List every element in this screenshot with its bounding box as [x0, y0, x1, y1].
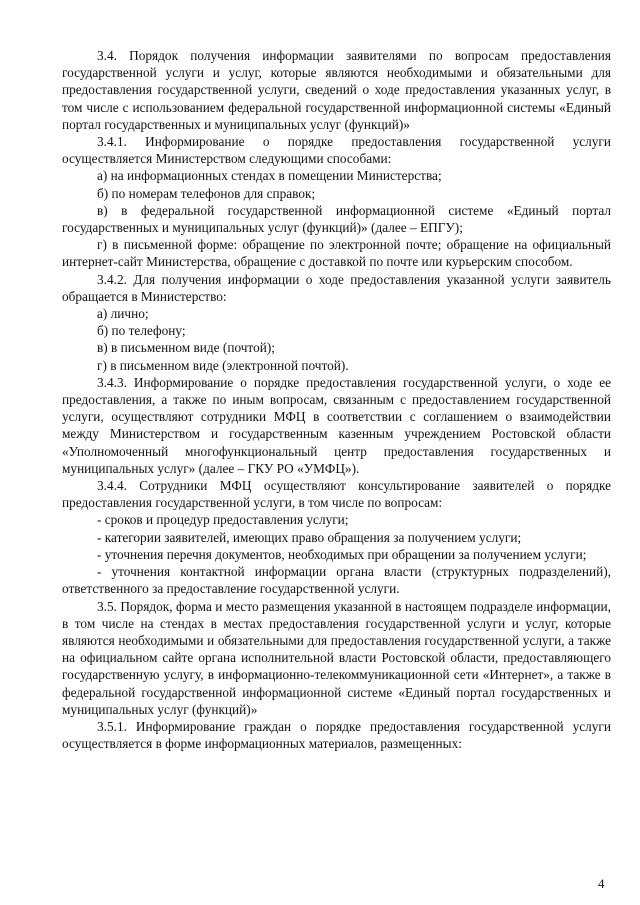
list-item-3-4-1-a: а) на информационных стендах в помещении Министерства; — [97, 168, 442, 184]
paragraph-3-4-1: 3.4.1. Информирование о порядке предоставления государственной услуги осуществляется Министерством следующими способами: — [62, 134, 611, 167]
list-item-3-4-4-3: - уточнения перечня документов, необходимых при обращении за получением услуги; — [97, 546, 587, 562]
list-item-3-4-2-v: в) в письменном виде (почтой); — [97, 340, 275, 356]
document-body — [62, 47, 611, 752]
page-number: 4 — [598, 876, 605, 891]
paragraph-3-4-3: 3.4.3. Информирование о порядке предоставления государственной услуги, о ходе ее предоставления, а также по иным вопросам, связанным с предоставлением государственной услуги, осуществляют сотрудники МФЦ в соответствии с соглашением о взаимодействии между Министерством и государственным казенным учреждением Ростовской области «Уполномоченный многофункциональный центр предоставления государственных и муниципальных услуг» (далее – ГКУ РО «УМФЦ»). — [62, 374, 611, 476]
paragraph-3-4-4: 3.4.4. Сотрудники МФЦ осуществляют консультирование заявителей о порядке предоставления государственной услуги, в том числе по вопросам: — [62, 478, 611, 511]
list-item-3-4-2-a: а) лично; — [97, 306, 149, 322]
paragraph-3-5-1: 3.5.1. Информирование граждан о порядке предоставления государственной услуги осуществляется в форме информационных материалов, размещенных: — [62, 718, 611, 752]
list-item-3-4-1-g: г) в письменной форме: обращение по электронной почте; обращение на официальный интернет-сайт Министерства, обращение с доставкой по почте или курьерским способом. — [62, 237, 611, 270]
list-item-3-4-4-2: - категории заявителей, имеющих право обращения за получением услуги; — [97, 529, 522, 545]
paragraph-3-4-2: 3.4.2. Для получения информации о ходе предоставления указанной услуги заявитель обращается в Министерство: — [62, 271, 611, 304]
list-item-3-4-2-b: б) по телефону; — [97, 323, 186, 339]
list-item-3-4-4-4: - уточнения контактной информации органа власти (структурных подразделений), ответственного за предоставление государственной услуги. — [62, 564, 611, 597]
list-item-3-4-4-1: - сроков и процедур предоставления услуги; — [97, 512, 349, 528]
paragraph-3-4: 3.4. Порядок получения информации заявителями по вопросам предоставления государственной услуги и услуг, которые являются необходимыми и обязательными для предоставления государственной услуги, сведений о ходе предоставления указанных услуг, в том числе с использованием федеральной государственной информационной системы «Единый портал государственных и муниципальных услуг (функций)» — [62, 48, 611, 132]
list-item-3-4-1-v: в) в федеральной государственной информационной системе «Единый портал государственных и муниципальных услуг (функций)» (далее – ЕПГУ); — [62, 202, 611, 236]
list-item-3-4-2-g: г) в письменном виде (электронной почтой). — [97, 357, 349, 373]
paragraph-3-5: 3.5. Порядок, форма и место размещения указанной в настоящем подразделе информации, в том числе на стендах в местах предоставления государственной услуги и услуг, которые являются необходимыми и обязательными для предоставления государственной услуги, а также на официальном сайте органа исполнительной власти Ростовской области, предоставляющего государственную услугу, в информационно-телекоммуникационной сети «Интернет», а также в федеральной государственной информационной системе «Единый портал государственных и муниципальных услуг (функций)» — [62, 598, 611, 717]
list-item-3-4-1-b: б) по номерам телефонов для справок; — [97, 185, 316, 201]
